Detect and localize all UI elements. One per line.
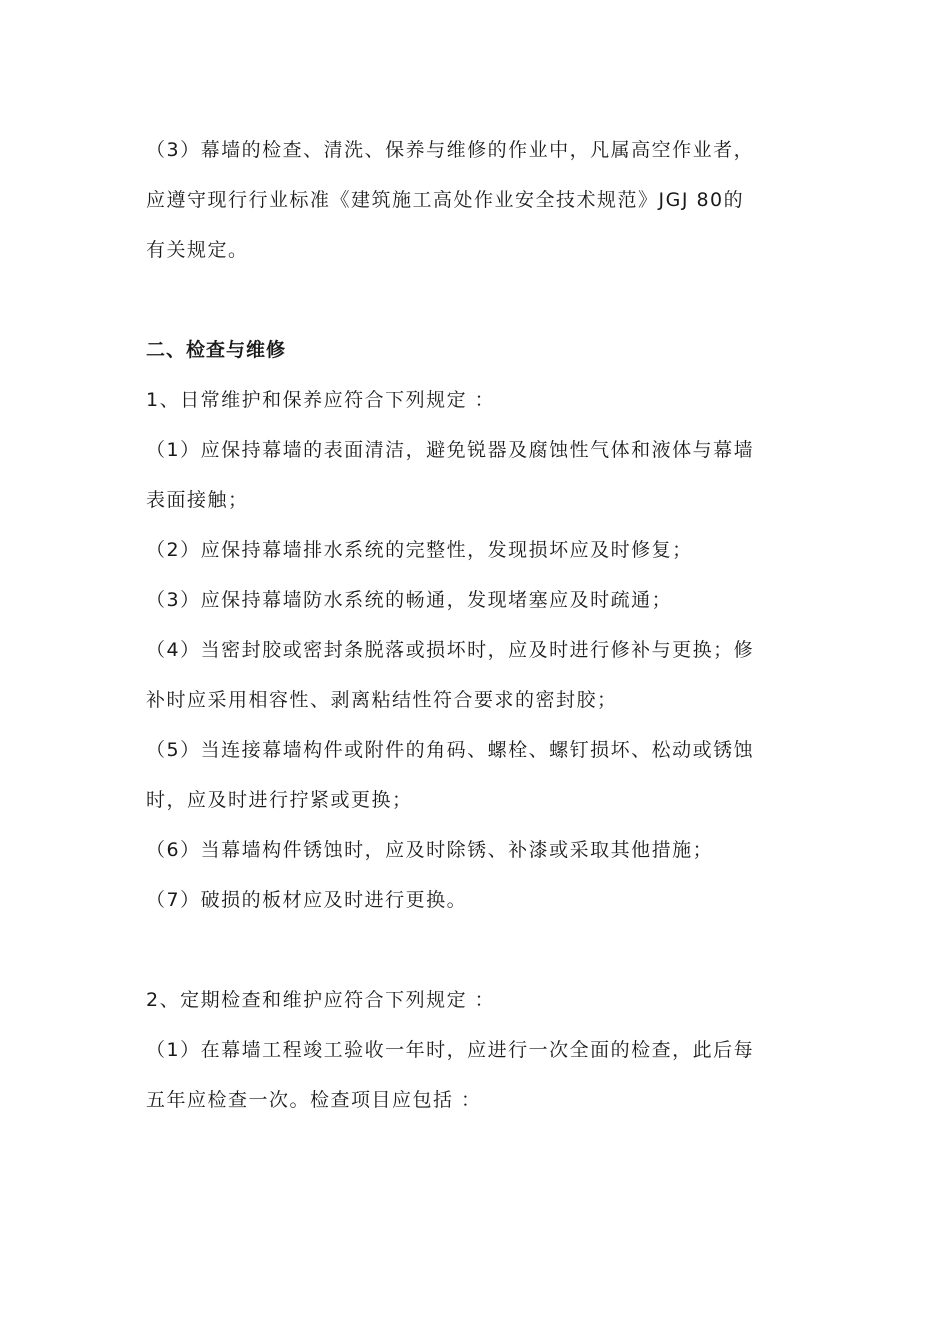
daily-item-4-line-1: （4）当密封胶或密封条脱落或损坏时，应及时进行修补与更换；修: [146, 639, 755, 661]
daily-item-6: （6）当幕墙构件锈蚀时，应及时除锈、补漆或采取其他措施；: [146, 839, 714, 861]
daily-item-2: （2）应保持幕墙排水系统的完整性，发现损坏应及时修复；: [146, 539, 693, 561]
daily-item-4-line-2: 补时应采用相容性、剥离粘结性符合要求的密封胶；: [146, 689, 618, 711]
daily-maintenance-title: 1、日常维护和保养应符合下列规定 ：: [146, 389, 496, 411]
daily-item-1-line-2: 表面接触；: [146, 489, 249, 511]
daily-item-5-line-1: （5）当连接幕墙构件或附件的角码、螺栓、螺钉损坏、松动或锈蚀: [146, 739, 755, 761]
section-heading: 二、检查与维修: [146, 339, 287, 361]
periodic-item-1-line-1: （1）在幕墙工程竣工验收一年时，应进行一次全面的检查，此后每: [146, 1039, 755, 1061]
paragraph-3-line-3: 有关规定。: [146, 239, 249, 261]
paragraph-3-line-2: 应遵守现行行业标准《建筑施工高处作业安全技术规范》JGJ 80的: [146, 189, 745, 211]
daily-item-3: （3）应保持幕墙防水系统的畅通，发现堵塞应及时疏通；: [146, 589, 673, 611]
periodic-inspection-title: 2、定期检查和维护应符合下列规定 ：: [146, 989, 496, 1011]
paragraph-3-line-1: （3）幕墙的检查、清洗、保养与维修的作业中，凡属高空作业者，: [146, 139, 755, 161]
daily-item-5-line-2: 时，应及时进行拧紧或更换；: [146, 789, 413, 811]
daily-item-1-line-1: （1）应保持幕墙的表面清洁，避免锐器及腐蚀性气体和液体与幕墙: [146, 439, 755, 461]
daily-item-7: （7）破损的板材应及时进行更换。: [146, 889, 468, 911]
periodic-item-1-line-2: 五年应检查一次。检查项目应包括 ：: [146, 1089, 482, 1111]
